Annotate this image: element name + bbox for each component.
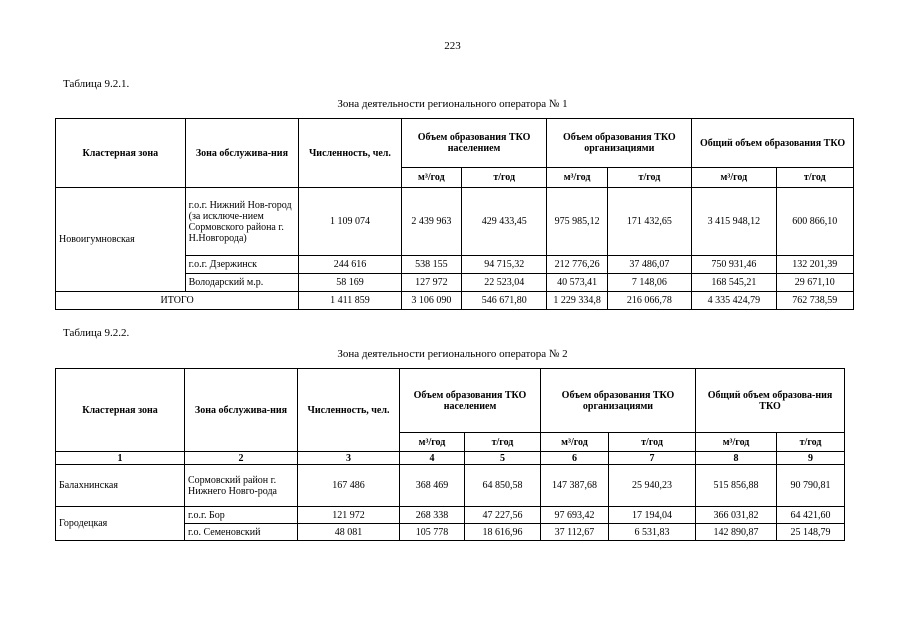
- cluster-zone-cell: Новоигумновская: [56, 188, 186, 292]
- value-cell: 29 671,10: [776, 274, 853, 292]
- header-unit: м³/год: [696, 433, 777, 452]
- header-unit: м³/год: [692, 168, 776, 188]
- population-cell: 167 486: [298, 465, 400, 507]
- population-cell: 48 081: [298, 524, 400, 541]
- header-population: Численность, чел.: [298, 369, 400, 452]
- header-unit: т/год: [776, 168, 853, 188]
- column-number: 6: [541, 452, 609, 465]
- data-table: [55, 368, 845, 541]
- value-cell: 142 890,87: [696, 524, 777, 541]
- page-number: 223: [444, 40, 461, 52]
- header-service-zone: Зона обслужива-ния: [185, 119, 299, 188]
- header-cluster-zone: Кластерная зона: [56, 119, 186, 188]
- value-cell: 600 866,10: [776, 188, 853, 256]
- value-cell: 132 201,39: [776, 256, 853, 274]
- header-unit: т/год: [777, 433, 845, 452]
- value-cell: 22 523,04: [462, 274, 547, 292]
- value-cell: 268 338: [400, 507, 465, 524]
- value-cell: 97 693,42: [541, 507, 609, 524]
- header-unit: т/год: [462, 168, 547, 188]
- table-title: Зона деятельности регионального оператора № 2: [337, 348, 568, 360]
- value-cell: 366 031,82: [696, 507, 777, 524]
- column-number: 4: [400, 452, 465, 465]
- column-number: 8: [696, 452, 777, 465]
- value-cell: 127 972: [401, 274, 461, 292]
- service-zone-cell: г.о.г. Бор: [185, 507, 298, 524]
- column-number: 1: [56, 452, 185, 465]
- column-number: 9: [777, 452, 845, 465]
- value-cell: 7 148,06: [607, 274, 691, 292]
- value-cell: 90 790,81: [777, 465, 845, 507]
- value-cell: 212 776,26: [547, 256, 607, 274]
- value-cell: 40 573,41: [547, 274, 607, 292]
- total-row: [56, 292, 854, 310]
- value-cell: 168 545,21: [692, 274, 776, 292]
- header-unit: м³/год: [541, 433, 609, 452]
- value-cell: 429 433,45: [462, 188, 547, 256]
- value-cell: 25 940,23: [609, 465, 696, 507]
- value-cell: 18 616,96: [465, 524, 541, 541]
- table-label: Таблица 9.2.2.: [63, 327, 130, 339]
- table-label: Таблица 9.2.1.: [63, 78, 130, 90]
- table-row: [56, 507, 845, 524]
- value-cell: 25 148,79: [777, 524, 845, 541]
- service-zone-cell: Сормовский район г. Нижнего Новго-рода: [185, 465, 298, 507]
- population-cell: 58 169: [299, 274, 402, 292]
- value-cell: 64 421,60: [777, 507, 845, 524]
- value-cell: 762 738,59: [776, 292, 853, 310]
- value-cell: 64 850,58: [465, 465, 541, 507]
- header-volume-total: Общий объем образования ТКО: [692, 119, 854, 168]
- value-cell: 94 715,32: [462, 256, 547, 274]
- value-cell: 17 194,04: [609, 507, 696, 524]
- column-number: 5: [465, 452, 541, 465]
- value-cell: 975 985,12: [547, 188, 607, 256]
- cluster-zone-cell: Балахнинская: [56, 465, 185, 507]
- header-volume-organizations: Объем образования ТКО организациями: [541, 369, 696, 433]
- value-cell: 538 155: [401, 256, 461, 274]
- header-volume-population: Объем образования ТКО населением: [400, 369, 541, 433]
- value-cell: 3 415 948,12: [692, 188, 776, 256]
- population-cell: 1 109 074: [299, 188, 402, 256]
- header-unit: т/год: [609, 433, 696, 452]
- value-cell: 515 856,88: [696, 465, 777, 507]
- column-number: 7: [609, 452, 696, 465]
- population-cell: 121 972: [298, 507, 400, 524]
- service-zone-cell: г.о. Семеновский: [185, 524, 298, 541]
- cluster-zone-cell: Городецкая: [56, 507, 185, 541]
- header-unit: м³/год: [401, 168, 461, 188]
- header-unit: м³/год: [400, 433, 465, 452]
- header-unit: т/год: [465, 433, 541, 452]
- value-cell: 216 066,78: [607, 292, 691, 310]
- service-zone-cell: г.о.г. Дзержинск: [185, 256, 299, 274]
- table-row: [56, 465, 845, 507]
- data-table: [55, 118, 854, 310]
- value-cell: 171 432,65: [607, 188, 691, 256]
- value-cell: 6 531,83: [609, 524, 696, 541]
- header-volume-total: Общий объем образова-ния ТКО: [696, 369, 845, 433]
- service-zone-cell: г.о.г. Нижний Нов-город (за исключе-нием Сормовского района г. Н.Новгорода): [185, 188, 299, 256]
- value-cell: 37 486,07: [607, 256, 691, 274]
- value-cell: 147 387,68: [541, 465, 609, 507]
- header-cluster-zone: Кластерная зона: [56, 369, 185, 452]
- column-number: 3: [298, 452, 400, 465]
- header-volume-population: Объем образования ТКО населением: [401, 119, 547, 168]
- total-label: ИТОГО: [56, 292, 299, 310]
- header-population: Численность, чел.: [299, 119, 402, 188]
- header-unit: м³/год: [547, 168, 607, 188]
- value-cell: 368 469: [400, 465, 465, 507]
- table-row: [56, 188, 854, 256]
- value-cell: 1 229 334,8: [547, 292, 607, 310]
- value-cell: 4 335 424,79: [692, 292, 776, 310]
- column-number-row: [56, 452, 845, 465]
- value-cell: 2 439 963: [401, 188, 461, 256]
- population-cell: 1 411 859: [299, 292, 402, 310]
- header-volume-organizations: Объем образования ТКО организациями: [547, 119, 692, 168]
- value-cell: 750 931,46: [692, 256, 776, 274]
- value-cell: 47 227,56: [465, 507, 541, 524]
- header-unit: т/год: [607, 168, 691, 188]
- value-cell: 3 106 090: [401, 292, 461, 310]
- service-zone-cell: Володарский м.р.: [185, 274, 299, 292]
- population-cell: 244 616: [299, 256, 402, 274]
- column-number: 2: [185, 452, 298, 465]
- header-service-zone: Зона обслужива-ния: [185, 369, 298, 452]
- value-cell: 37 112,67: [541, 524, 609, 541]
- value-cell: 105 778: [400, 524, 465, 541]
- value-cell: 546 671,80: [462, 292, 547, 310]
- table-title: Зона деятельности регионального оператора № 1: [337, 98, 568, 110]
